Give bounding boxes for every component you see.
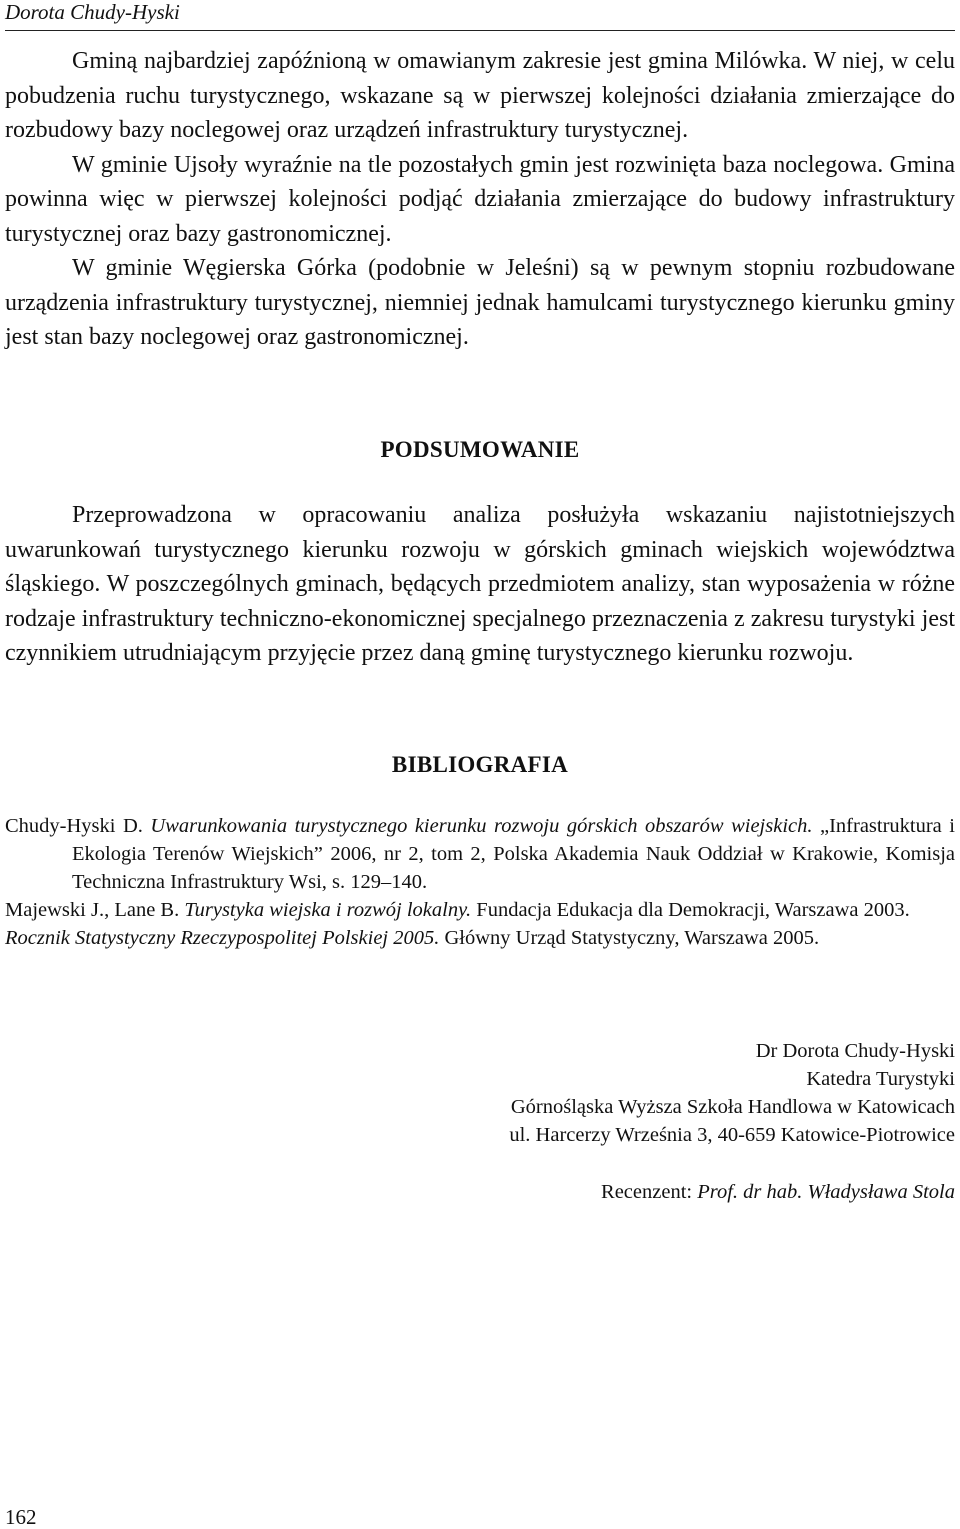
- affiliation-institution: Górnośląska Wyższa Szkoła Handlowa w Katowicach: [510, 1096, 955, 1118]
- bibliography-entry: [5, 924, 955, 952]
- running-head-author: Dorota Chudy-Hyski: [5, 0, 180, 24]
- body-paragraph: W gminie Ujsoły wyraźnie na tle pozostałych gmin jest rozwinięta baza noclegowa. Gmina powinna więc w pierwszej kolejności podjąć działania zmierzające do budowy infrastruktury turystycznej oraz bazy gastronomicznej.: [5, 151, 955, 247]
- running-head: [5, 0, 955, 31]
- summary-paragraph: Przeprowadzona w opracowaniu analiza posłużyła wskazaniu najistotniejszych uwarunkowań turystycznego kierunku rozwoju w górskich gminach wiejskich województwa śląskiego. W poszczególnych gminach, będących przedmiotem analizy, stan wyposażenia w różne rodzaje infrastruktury techniczno-ekonomicznej specjalnego przeznaczenia z zakresu turystyki jest czynnikiem utrudniającym przyjęcie przez daną gminę turystycznego kierunku rozwoju.: [5, 502, 955, 666]
- bib-publication: Fundacja Edukacja dla Demokracji, Warszawa 2003.: [471, 899, 910, 921]
- reviewer-line: [255, 1178, 955, 1206]
- bibliography-entry: [5, 812, 955, 896]
- bib-publication: Główny Urząd Statystyczny, Warszawa 2005.: [439, 927, 820, 949]
- bibliography-list: [5, 812, 955, 952]
- bib-publication: „Infrastruktura i Ekologia Terenów Wiejskich” 2006, nr 2, tom 2, Polska Akademia Nauk Oddział w Krakowie, Komisja Techniczna Infrastruktury Wsi, s. 129–140.: [72, 815, 955, 893]
- affiliation-department: Katedra Turystyki: [806, 1068, 955, 1090]
- bib-title: Rocznik Statystyczny Rzeczypospolitej Polskiej 2005.: [5, 927, 440, 949]
- author-affiliation: [255, 1037, 955, 1149]
- reviewer-label: Recenzent:: [601, 1181, 698, 1203]
- body-paragraph: Gminą najbardziej zapóźnioną w omawianym zakresie jest gmina Milówka. W niej, w celu pobudzenia ruchu turystycznego, wskazane są w pierwszej kolejności działania zmierzające do rozbudowy bazy noclegowej oraz urządzeń infrastruktury turystycznej.: [5, 48, 955, 143]
- bib-author: Chudy-Hyski D.: [5, 815, 151, 837]
- bib-author: Majewski J., Lane B.: [5, 899, 185, 921]
- bib-title: Uwarunkowania turystycznego kierunku rozwoju górskich obszarów wiejskich.: [150, 815, 813, 837]
- bibliography-heading: BIBLIOGRAFIA: [391, 752, 569, 777]
- affiliation-name: Dr Dorota Chudy-Hyski: [755, 1040, 955, 1062]
- summary-heading: PODSUMOWANIE: [380, 437, 580, 462]
- summary-text: [5, 498, 955, 671]
- bib-title: Turystyka wiejska i rozwój lokalny.: [184, 899, 472, 921]
- reviewer-name: Prof. dr hab. Władysława Stola: [697, 1181, 955, 1203]
- page-number: 162: [5, 1505, 37, 1529]
- body-paragraph: W gminie Węgierska Górka (podobnie w Jeleśni) są w pewnym stopniu rozbudowane urządzenia infrastruktury turystycznej, niemniej jednak hamulcami turystycznego kierunku gminy jest stan bazy noclegowej oraz gastronomicznej.: [5, 255, 955, 350]
- bibliography-entry: [5, 896, 955, 924]
- body-text: [5, 44, 955, 355]
- affiliation-address: ul. Harcerzy Września 3, 40-659 Katowice-Piotrowice: [509, 1124, 955, 1146]
